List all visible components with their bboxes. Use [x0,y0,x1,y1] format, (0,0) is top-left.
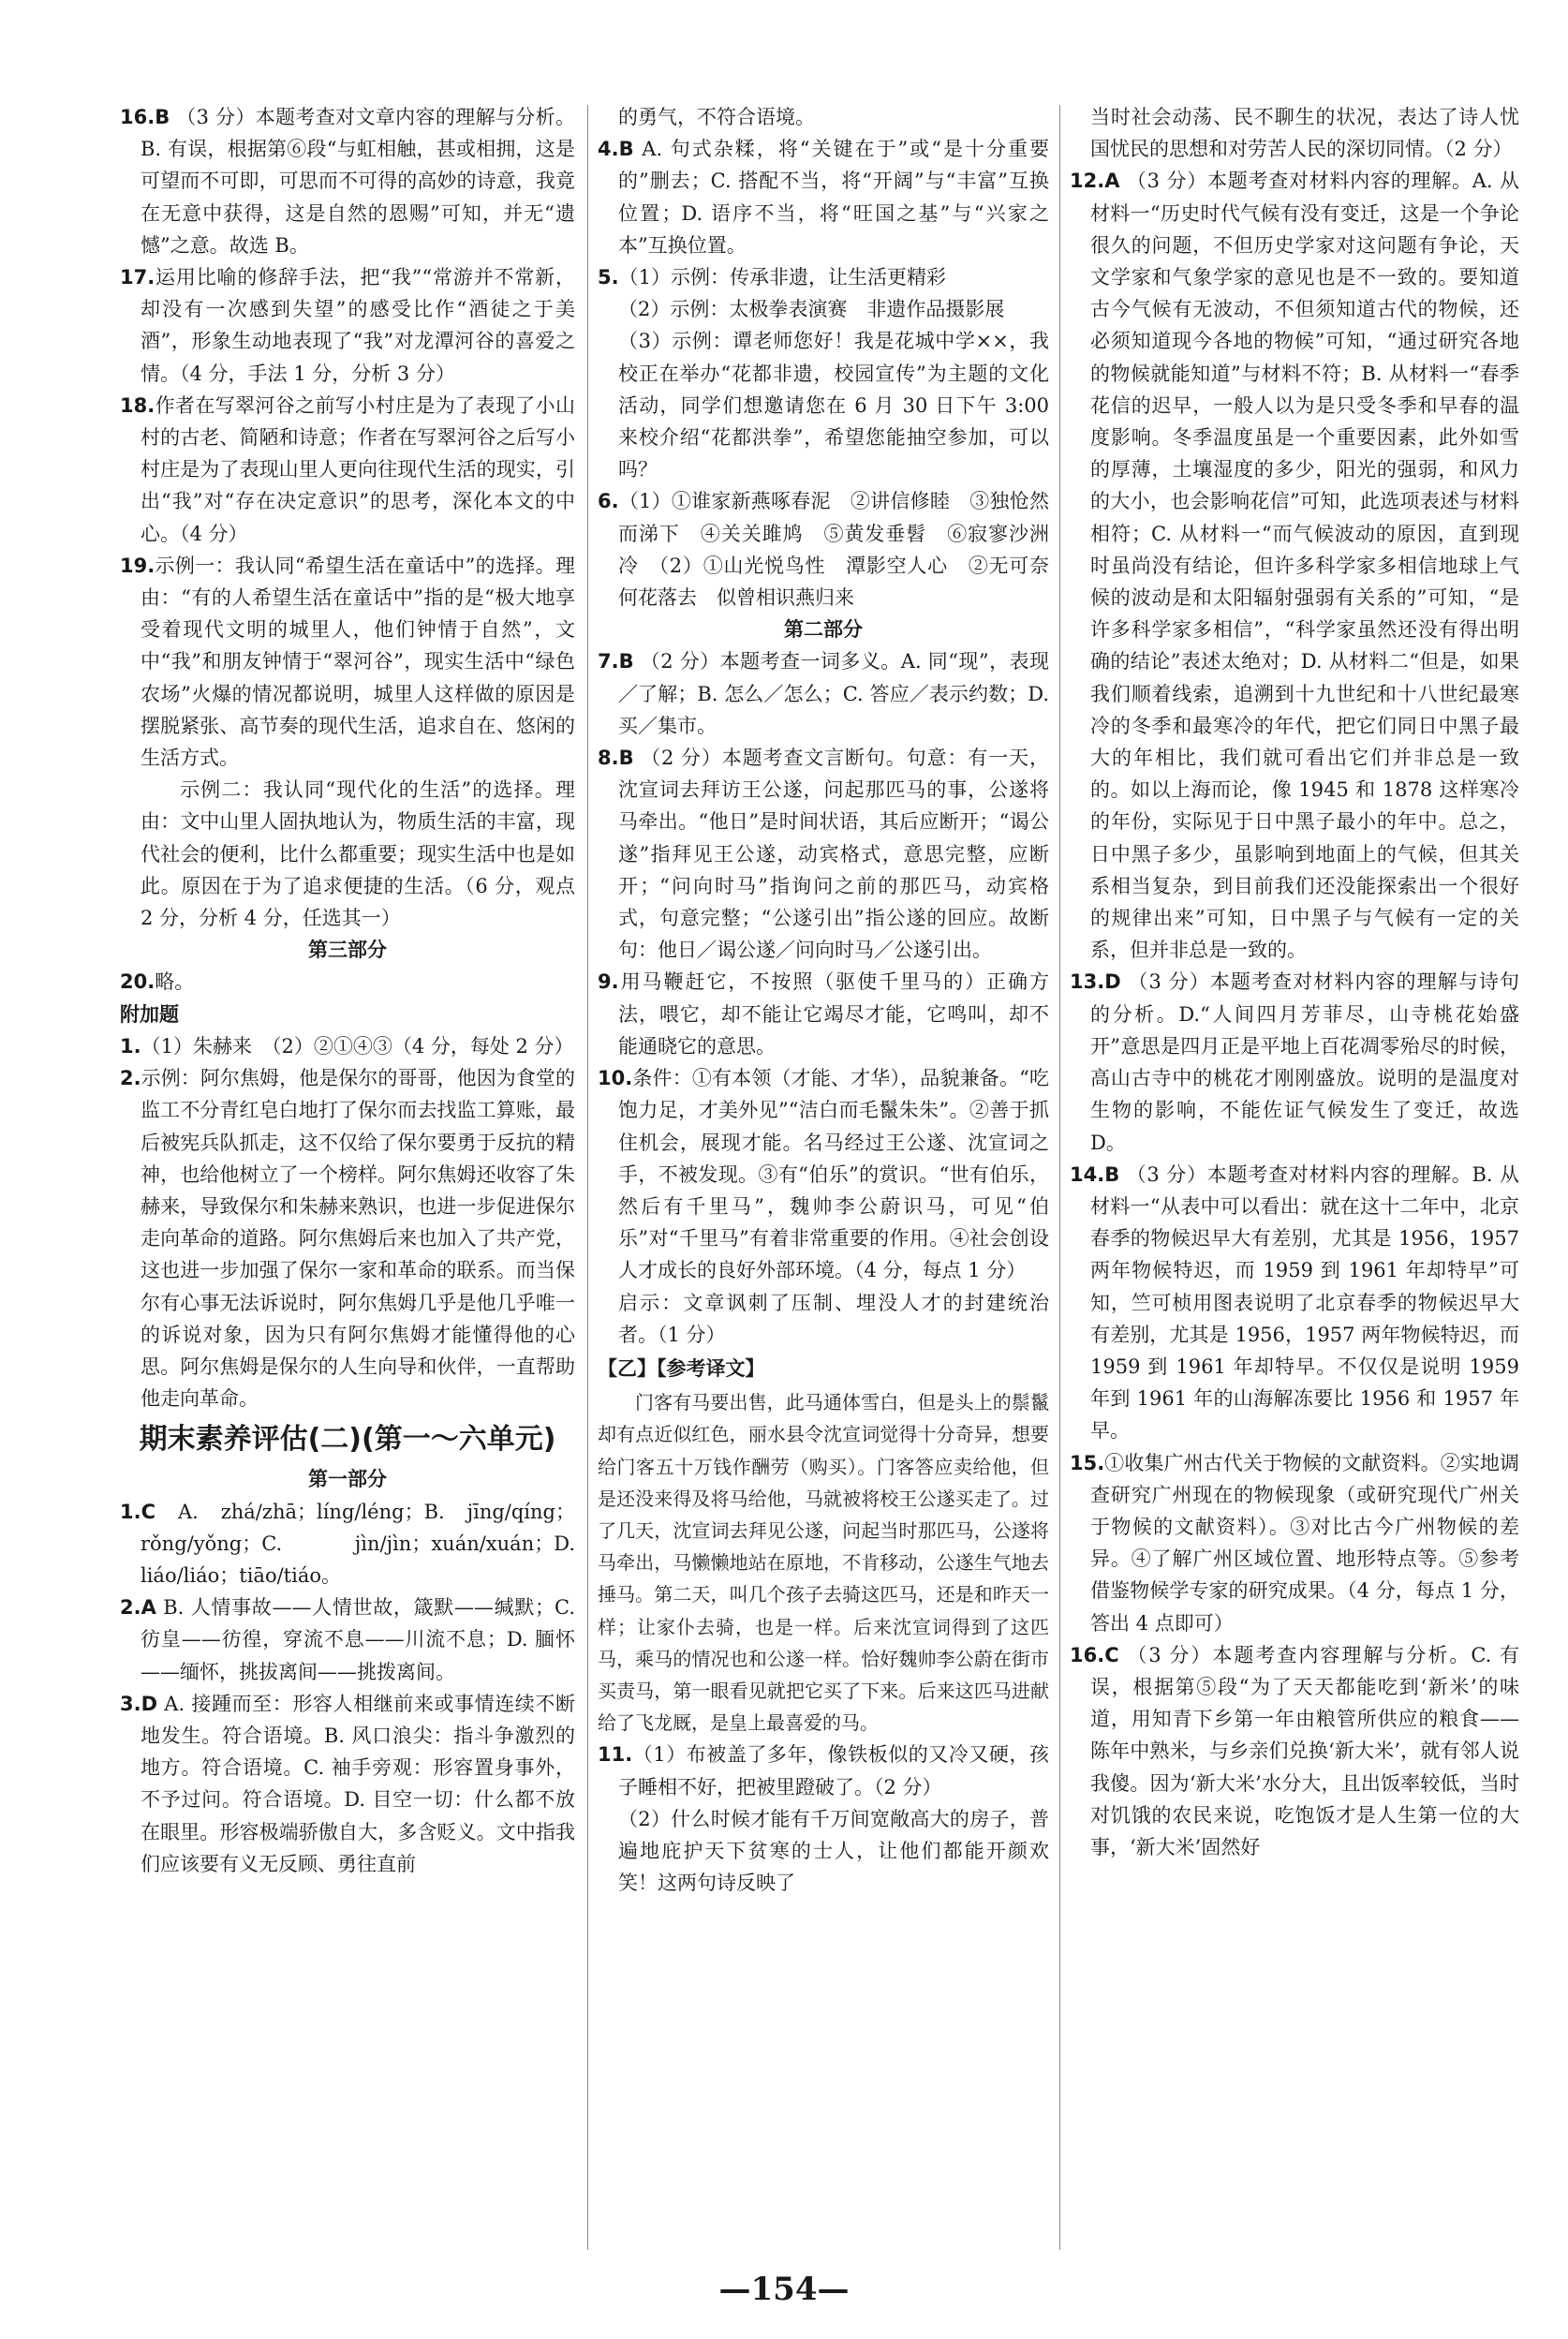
answer-11-part2: （2）什么时候才能有千万间宽敞高大的房子，普遍地庇护天下贫寒的士人，让他们都能开颜欢笑！这两句诗反映了 [618,1807,1049,1895]
answer-11: 11.（1）布被盖了多年，像铁板似的又冷又硬，孩子睡相不好，把被里蹬破了。（2 分） [598,1743,1049,1799]
bonus-heading: 附加题 [120,1002,179,1026]
answer-19: 19.示例一：我认同“希望生活在童话中”的选择。理由：“有的人希望生活在童话中”指的是“极大地享受着现代文明的城里人，他们钟情于自然”，文中“我”和朋友钟情于“翠河谷”，现实生活中“绿色农场”火爆的情况都说明，城里人这样做的原因是摆脱紧张、高节奏的现代生活，追求自在、悠闲的生活方式。 [120,554,575,770]
answer-19-example-2: 示例二：我认同“现代化的生活”的选择。理由：文中山里人固执地认为，物质生活的丰富，现代社会的便利，比什么都重要；现实生活中也是如此。原因在于为了追求便捷的生活。（6 分，观点 2 分，分析 4 分，任选其一） [141,778,575,930]
section-heading-part3: 第三部分 [308,939,387,962]
answer-12: 12.A （3 分）本题考查对材料内容的理解。A. 从材料一“历史时代气候有没有变迁，这是一个争论很久的问题，不但历史学家对这问题有争论，天文学家和气象学家的意见也是不一致的。要知道古今气候有无波动，不但须知道古代的物候，还必须知道现今各地的物候”可知，“通过研究各地的物候就能知道”与材料不符；B. 从材料一“春季花信的迟早，一般人以为是只受冬季和早春的温度影响。冬季温度虽是一个重要因素，此外如雪的厚薄，土壤湿度的多少，阳光的强弱，和风力的大小，也会影响花信”可知，此选项表述与材料相符；C. 从材料一“而气候波动的原因，直到现时虽尚没有结论，但许多科学家多相信地球上气候的波动是和太阳辐射强弱有关系的”可知，“是许多科学家多相信”，“科学家虽然还没有得出明确的结论”表述太绝对；D. 从材料二“但是，如果我们顺着线索，追溯到十九世纪和十八世纪最寒冷的冬季和最寒冷的年代，把它们同日中黑子最大的年相比，我们就可看出它们并非总是一致的。如以上海而论，像 1945 和 1878 这样寒冷的年份，实际见于日中黑子最小的年中。总之，日中黑子多少，虽影响到地面上的气候，但其关系相当复杂，到目前我们还没能探索出一个很好的规律出来”可知，日中黑子与气候有一定的关系，但并非总是一致的。 [1070,170,1519,962]
answer-14: 14.B （3 分）本题考查对材料内容的理解。B. 从材料一“从表中可以看出：就在这十二年中，北京春季的物候迟早大有差别，尤其是 1956，1957 两年物候特迟，而 1959 到 1961 年却特早”可知，竺可桢用图表说明了北京春季的物候迟早大有差别，尤其是 1956，1957 两年物候特迟，而 1959 到 1961 年却特早。不仅仅是说明 1959 年到 1961 年的山海解冻要比 1956 和 1957 年早。 [1070,1162,1519,1443]
page-number: —154— [718,2271,850,2308]
answer-7: 7.B （2 分）本题考查一词多义。A. 同“现”，表现／了解；B. 怎么／怎么；C. 答应／表示约数；D. 买／集市。 [598,650,1049,737]
column-left [120,101,575,1880]
answer-15: 15.①收集广州古代关于物候的文献资料。②实地调查研究广州现在的物候现象（或研究现代广州关于物候的文献资料）。③对比古今广州物候的差异。④了解广州区域位置、地形特点等。⑤参考借鉴物候学专家的研究成果。（4 分，每点 1 分，答出 4 点即可） [1070,1451,1519,1635]
column-divider [1059,105,1060,2250]
reference-translation-label: 【乙】【参考译文】 [598,1356,765,1380]
answer-5-part2: （2）示例：太极拳表演赛 非遗作品摄影展 [618,298,1005,321]
column-divider [587,105,588,2250]
answer-6: 6.（1）①谁家新燕啄春泥 ②讲信修睦 ③独怆然而涕下 ④关关雎鸠 ⑤黄发垂髫 ⑥寂寥沙洲冷 （2）①山光悦鸟性 潭影空人心 ②无可奈何花落去 似曾相识燕归来 [598,490,1049,610]
answer-10: 10.条件：①有本领（才能、才华），品貌兼备。“吃饱力足，才美外见”“洁白而毛鬣朱朱”。②善于抓住机会，展现才能。名马经过王公遂、沈宣词之手，不被发现。③有“伯乐”的赏识。“世有伯乐，然后有千里马”，魏帅李公蔚识马，可见“伯乐”对“千里马”有着非常重要的作用。④社会创设人才成长的良好外部环境。（4 分，每点 1 分） [598,1067,1049,1282]
answer-1: 1.C A. zhá/zhā；líng/léng；B. jīng/qíng；rǒng/yǒng；C. jìn/jìn；xuán/xuán；D. liáo/liáo；tiāo/tiáo。 [120,1500,575,1587]
answer-3-continued: 的勇气，不符合语境。 [618,106,815,128]
answer-5: 5.（1）示例：传承非遗，让生活更精彩 [598,266,946,289]
answer-2: 2.A B. 人情事故——人情世故，箴默——缄默；C. 彷皇——彷徨，穿流不息——川流不息；D. 腼怀——缅怀，挑拔离间——挑拨离间。 [120,1596,575,1683]
column-right [1070,101,1519,1863]
answer-8: 8.B （2 分）本题考查文言断句。句意：有一天，沈宣词去拜访王公遂，问起那匹马的事，公遂将马牵出。“他日”是时间状语，其后应断开；“谒公遂”指拜见王公遂，动宾格式，意思完整，应断开；“问向时马”指询问之前的那匹马，动宾格式，句意完整；“公遂引出”指公遂的回应。故断句：他日／谒公遂／问向时马／公遂引出。 [598,747,1049,962]
column-middle [598,101,1049,1899]
answer-16: 16.C （3 分）本题考查内容理解与分析。C. 有误，根据第⑤段“为了天天都能吃到‘新米’的味道，用知青下乡第一年由粮管所供应的粮食——陈年中熟米，与乡亲们兑换‘新大米’，就有邻人说我傻。因为‘新大米’水分大，且出饭率较低，当时对饥饿的农民来说，吃饱饭才是人生第一位的大事，‘新大米’固然好 [1070,1643,1519,1858]
bonus-answer-1: 1.（1）朱赫来 （2）②①④③（4 分，每处 2 分） [120,1034,574,1058]
bonus-answer-2: 2.示例：阿尔焦姆，他是保尔的哥哥，他因为食堂的监工不分青红皂白地打了保尔而去找监工算账，最后被宪兵队抓走，这不仅给了保尔要勇于反抗的精神，也给他树立了一个榜样。阿尔焦姆还收容了朱赫来，导致保尔和朱赫来熟识，也进一步促进保尔走向革命的道路。阿尔焦姆后来也加入了共产党，这也进一步加强了保尔一家和革命的联系。而当保尔有心事无法诉说时，阿尔焦姆几乎是他几乎唯一的诉说对象，因为只有阿尔焦姆才能懂得他的心思。阿尔焦姆是保尔的人生向导和伙伴，一直帮助他走向革命。 [120,1067,575,1411]
reference-translation: 门客有马要出售，此马通体雪白，但是头上的鬃鬣却有点近似红色，丽水县令沈宣词觉得十分奇异，想要给门客五十万钱作酬劳（购买）。门客答应卖给他，但是还没来得及将马给他，马就被将校王公遂买走了。过了几天，沈宣词去拜见公遂，问起当时那匹马，公遂将马牵出，马懒懒地站在原地，不肯移动，公遂生气地去捶马。第二天，叫几个孩子去骑这匹马，还是和昨天一样；让家仆去骑，也是一样。后来沈宣词得到了这匹马，乘马的情况也和公遂一样。恰好魏帅李公蔚在街市买责马，第一眼看见就把它买了下来。后来这匹马进献给了飞龙厩，是皇上最喜爱的马。 [598,1391,1049,1735]
section-heading-part1: 第一部分 [308,1468,387,1491]
answer-20: 20.略。 [120,970,195,994]
answer-17: 17.运用比喻的修辞手法，把“我”“常游并不常新，却没有一次感到失望”的感受比作“酒徒之于美酒”，形象生动地表现了“我”对龙潭河谷的喜爱之情。（4 分，手法 1 分，分析 3 分） [120,266,575,385]
answer-16: 16.B （3 分）本题考查对文章内容的理解与分析。B. 有误，根据第⑥段“与虹相触，甚或相拥，这是可望而不可即，可思而不可得的高妙的诗意，我竟在无意中获得，这是自然的恩赐”可知，并无“遗憾”之意。故选 B。 [120,106,575,257]
section-heading-part2: 第二部分 [784,618,863,642]
answer-9: 9.用马鞭赶它，不按照（驱使千里马的）正确方法，喂它，却不能让它竭尽才能，它鸣叫，却不能通晓它的意思。 [598,970,1049,1058]
answer-11-continued: 当时社会动荡、民不聊生的状况，表达了诗人忧国忧民的思想和对劳苦人民的深切同情。（2 分） [1090,106,1519,161]
answer-18: 18.作者在写翠河谷之前写小村庄是为了表现了小山村的古老、简陋和诗意；作者在写翠河谷之后写小村庄是为了表现山里人更向往现代生活的现实，引出“我”对“存在决定意识”的思考，深化本文的中心。（4 分） [120,393,575,545]
unit-title: 期末素养评估(二)(第一～六单元) [139,1423,556,1457]
answer-5-part3: （3）示例：谭老师您好！我是花城中学××，我校正在举办“花都非遗，校园宣传”为主题的文化活动，同学们想邀请您在 6 月 30 日下午 3:00 来校介绍“花都洪拳”，希望您能抽空参加，可以吗？ [618,330,1049,481]
answer-3: 3.D A. 接踵而至：形容人相继前来或事情连续不断地发生。符合语境。B. 风口浪尖：指斗争激烈的地方。符合语境。C. 袖手旁观：形容置身事外，不予过问。符合语境。D. 目空一切：什么都不放在眼里。形容极端骄傲自大，多含贬义。文中指我们应该要有义无反顾、勇往直前 [120,1692,575,1875]
answer-13: 13.D （3 分）本题考查对材料内容的理解与诗句的分析。D.“人间四月芳菲尽，山寺桃花始盛开”意思是四月正是平地上百花凋零殆尽的时候，高山古寺中的桃花才刚刚盛放。说明的是温度对生物的影响，不能佐证气候发生了变迁，故选 D。 [1070,970,1519,1154]
answer-10-insight: 启示：文章讽刺了压制、埋没人才的封建统治者。（1 分） [618,1291,1049,1346]
answer-4: 4.B A. 句式杂糅，将“关键在于”或“是十分重要的”删去；C. 搭配不当，将“开阔”与“丰富”互换位置；D. 语序不当，将“旺国之基”与“兴家之本”互换位置。 [598,138,1049,257]
